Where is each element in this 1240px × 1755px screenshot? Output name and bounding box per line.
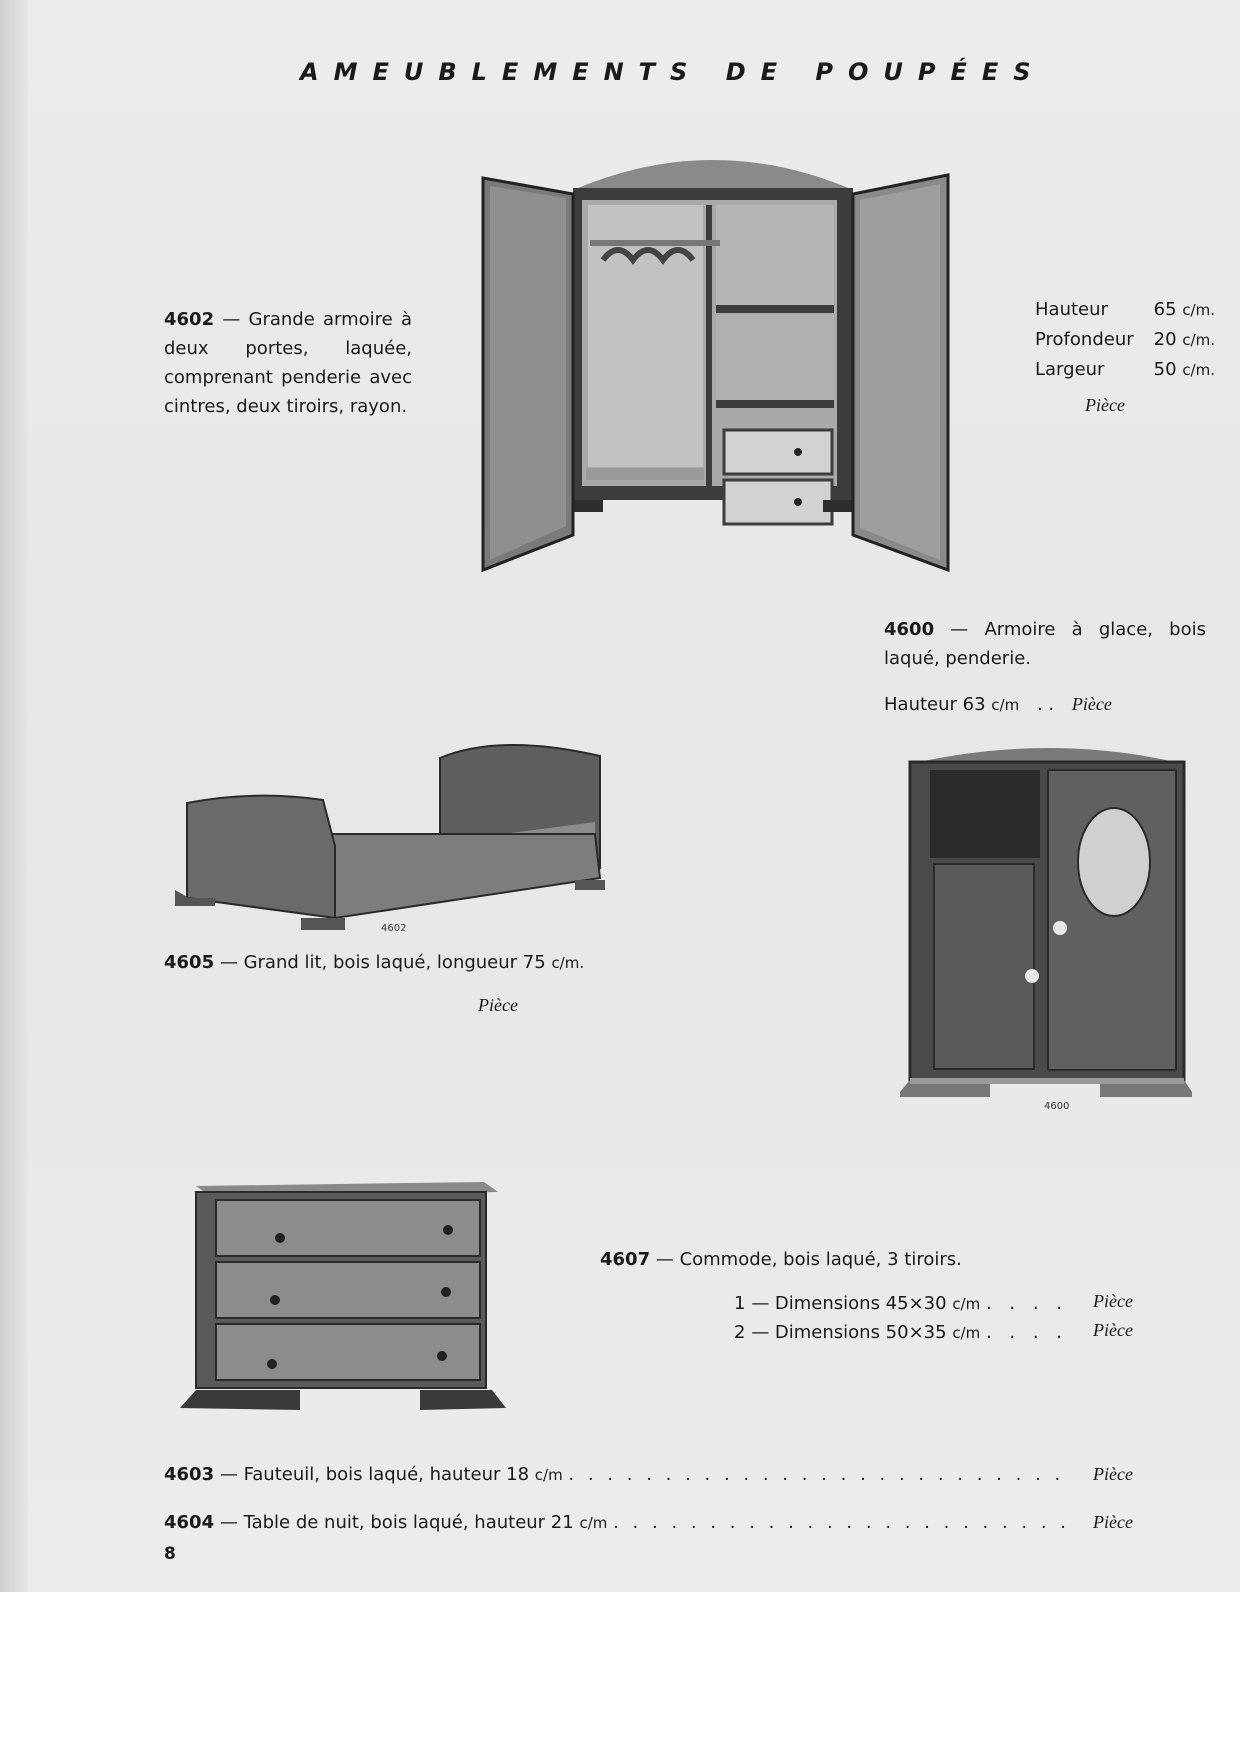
spec-value: 20 c/m. (1153, 329, 1215, 350)
item-code-4600: 4600 (884, 619, 935, 640)
item-4600-description: — Armoire à glace, bois laqué, penderie. (884, 619, 1206, 669)
spec-value: 50 c/m. (1153, 359, 1215, 380)
price-label: Pièce (478, 995, 518, 1015)
spec-label: Hauteur (1035, 299, 1108, 320)
item-4607-description: — Commode, bois laqué, 3 tiroirs. (655, 1249, 962, 1270)
item-4605-description-block: 4605 — Grand lit, bois laqué, longueur 75 c/m. (164, 952, 585, 973)
price-label: Pièce (1093, 1512, 1133, 1532)
wardrobe-4602-photo (478, 150, 958, 576)
spec-row (1035, 295, 1215, 325)
spec-row (1035, 325, 1215, 355)
item-4605-description: — Grand lit, bois laqué, longueur 75 (219, 952, 546, 973)
item-4607-description-block (600, 1245, 962, 1274)
item-4607-option-2: 2 — Dimensions 50×35 c/m . . . . (734, 1322, 1069, 1343)
price-label: Pièce (1071, 694, 1112, 714)
item-4602-specs (1035, 295, 1215, 420)
page-title: AMEUBLEMENTS DE POUPÉES (300, 58, 1046, 86)
item-4602-description: — Grande armoire à deux portes, laquée, comprenant penderie avec cintres, deux tiroirs, rayon. (164, 309, 412, 417)
photo-caption-4600: 4600 (1044, 1101, 1070, 1112)
mirror-wardrobe-4600-photo (900, 742, 1192, 1114)
item-code-4603: 4603 (164, 1464, 215, 1485)
paper-binding-edge (0, 0, 28, 1592)
item-code-4605: 4605 (164, 952, 215, 973)
price-label: Pièce (1085, 395, 1125, 415)
item-4603-line: 4603 — Fauteuil, bois laqué, hauteur 18 c/m . . . . . . . . . . . . . . . . . . . . . . . . . . (164, 1464, 1065, 1485)
item-code-4607: 4607 (600, 1249, 651, 1270)
item-code-4602: 4602 (164, 309, 215, 330)
photo-caption-bed: 4602 (381, 923, 407, 934)
price-label: Pièce (1093, 1291, 1133, 1311)
spec-label: Largeur (1035, 359, 1105, 380)
page-number: 8 (164, 1544, 176, 1564)
spec-value: 65 c/m. (1153, 299, 1215, 320)
item-4600-description-block (884, 615, 1206, 673)
item-4607-option-1: 1 — Dimensions 45×30 c/m . . . . (734, 1293, 1069, 1314)
spec-row (1035, 355, 1215, 385)
item-4602-description-block (164, 305, 412, 421)
dresser-4607-photo (180, 1178, 510, 1416)
price-label: Pièce (1093, 1320, 1133, 1340)
item-4604-line: 4604 — Table de nuit, bois laqué, hauteur 21 c/m . . . . . . . . . . . . . . . . . . . . . . . . (164, 1512, 1071, 1533)
item-4600-height: Hauteur 63 c/m . . Pièce (884, 694, 1112, 715)
bed-4605-photo (175, 738, 615, 933)
item-code-4604: 4604 (164, 1512, 215, 1533)
spec-label: Profondeur (1035, 329, 1134, 350)
price-label: Pièce (1093, 1464, 1133, 1484)
